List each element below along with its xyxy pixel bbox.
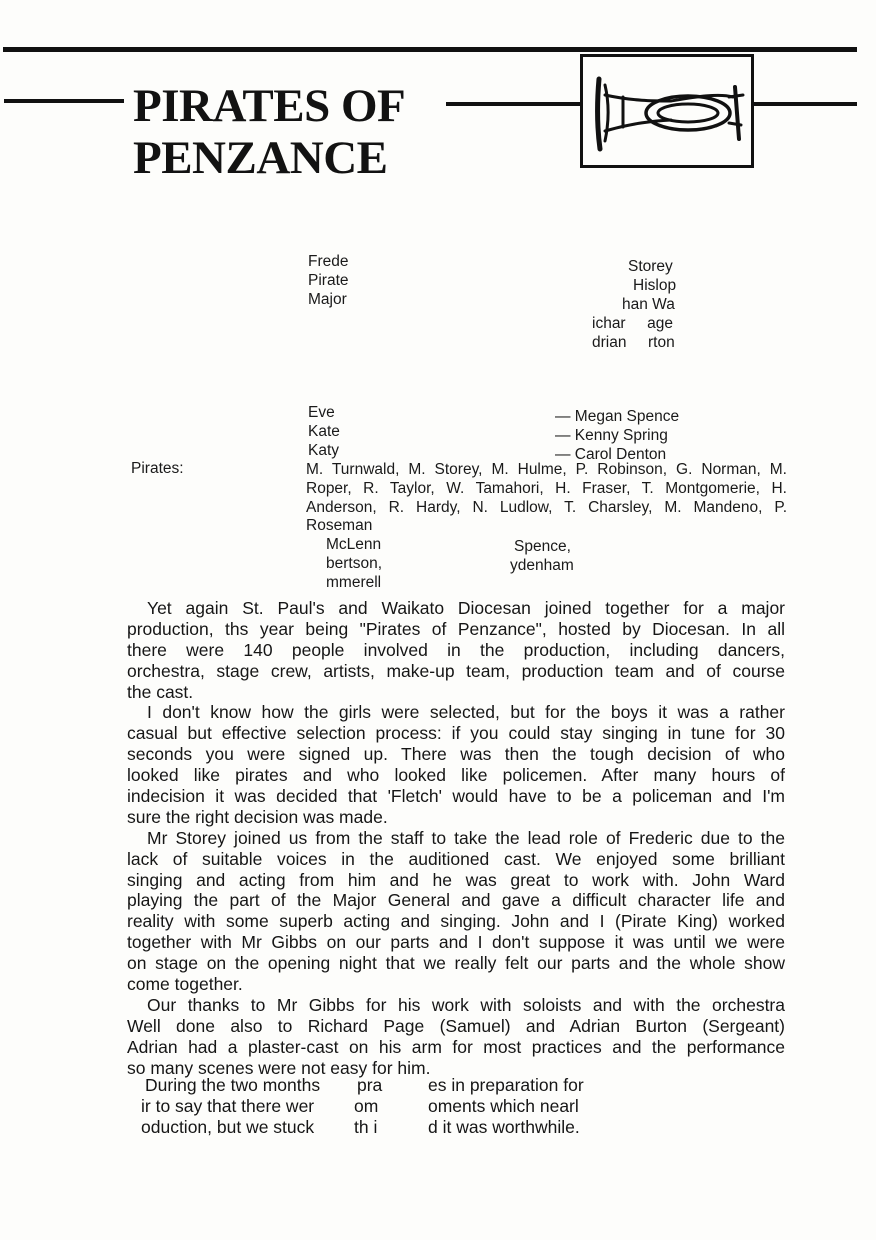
body-line: Adrian had a plaster-cast on his arm for most practices and the performance <box>127 1036 785 1057</box>
pirates-extra: Spence, <box>514 538 571 555</box>
body-line: lack of suitable voices in the auditioned cast. We enjoyed some brilliant <box>127 848 785 869</box>
pirates-extra: mmerell <box>326 574 382 591</box>
body-line: production, ths year being "Pirates of Penzance", hosted by Diocesan. In all <box>127 618 785 639</box>
body-line: together with Mr Gibbs on our parts and I don't suppose it was until we were <box>127 932 785 953</box>
pirates-label: Pirates: <box>131 460 184 477</box>
body-line: orchestra, stage crew, artists, make-up team, production team and of course <box>127 660 785 681</box>
article-body <box>127 598 785 1078</box>
pirates-line: Roper, R. Taylor, W. Tamahori, H. Fraser, T. Montgomerie, H. <box>306 479 787 497</box>
bugle-emblem <box>580 54 754 168</box>
cast-actor: drian rton <box>592 334 675 351</box>
fragment-text: pra <box>357 1075 383 1095</box>
fragment-text: th i <box>354 1117 378 1137</box>
cast-role: Frede <box>308 253 349 270</box>
body-line: Yet again St. Paul's and Waikato Diocesan joined together for a major <box>147 598 785 618</box>
cast-role: Major <box>308 291 347 308</box>
fragment-text: d it was worthwhile. <box>428 1117 580 1137</box>
cast-actor: Hislop <box>633 277 677 294</box>
pirates-extra: McLenn <box>326 536 382 553</box>
body-line: Well done also to Richard Page (Samuel) and Adrian Burton (Sergeant) <box>127 1015 785 1036</box>
body-line: Mr Storey joined us from the staff to take the lead role of Frederic due to the <box>147 827 785 848</box>
body-line: on stage on the opening night that we really felt our parts and the whole show <box>127 953 785 974</box>
box-right-rule <box>754 102 857 106</box>
fragment-text: oments which nearl <box>428 1096 579 1116</box>
top-rule <box>3 47 857 52</box>
cast-role: Pirate <box>308 272 349 289</box>
fragment-text: During the two months <box>145 1075 321 1095</box>
title-line-1: PIRATES OF <box>133 80 406 132</box>
pirates-line: M. Turnwald, M. Storey, M. Hulme, P. Robinson, G. Norman, M. <box>306 461 787 478</box>
cast-actor: — Kenny Spring <box>555 427 668 444</box>
title-line-2: PENZANCE <box>133 132 388 184</box>
fragment-text: oduction, but we stuck <box>141 1117 315 1137</box>
body-line: singing and acting from him and he was great to work with. John Ward <box>127 869 785 890</box>
body-line: so many scenes were not easy for him. <box>127 1057 431 1078</box>
body-line: playing the part of the Major General and gave a difficult character life and <box>127 890 785 911</box>
cast-role: Eve <box>308 404 335 421</box>
body-line: Our thanks to Mr Gibbs for his work with soloists and with the orchestra <box>147 994 785 1015</box>
body-line: I don't know how the girls were selected, but for the boys it was a rather <box>147 702 785 723</box>
fragment-text: es in preparation for <box>428 1075 584 1095</box>
cast-actor: — Megan Spence <box>555 408 680 425</box>
cast-actor: han Wa <box>622 296 675 313</box>
pirates-extra: bertson, <box>326 555 383 572</box>
title-left-rule <box>4 99 124 103</box>
body-line: come together. <box>127 974 243 995</box>
pirates-line: Anderson, R. Hardy, N. Ludlow, T. Charsley, M. Mandeno, P. <box>306 498 787 516</box>
cast-role: Katy <box>308 442 340 459</box>
body-line: there were 140 people involved in the production, including dancers, <box>127 639 785 660</box>
cast-actor: — Carol Denton <box>555 446 667 463</box>
body-line: reality with some superb acting and singing. John and I (Pirate King) worked <box>127 911 785 932</box>
fragment-text: ir to say that there wer <box>141 1096 315 1116</box>
page-title <box>133 80 405 184</box>
body-line: casual but effective selection process: if you could stay singing in tune for 30 <box>127 723 785 744</box>
title-right-rule <box>446 102 580 106</box>
pirates-list <box>306 461 787 536</box>
body-line: the cast. <box>127 681 194 702</box>
bugle-icon <box>583 57 751 165</box>
cast-actor: Storey <box>628 258 673 275</box>
pirates-extra: ydenham <box>510 557 574 574</box>
cast-role: Kate <box>308 423 340 440</box>
cast-actor: ichar age <box>592 315 673 332</box>
body-line: seconds you were signed up. There was then the tough decision of who <box>127 744 785 765</box>
body-line: indecision it was decided that 'Fletch' would have to be a policeman and I'm <box>127 786 785 807</box>
fragment-text: om <box>354 1096 379 1116</box>
body-line: sure the right decision was made. <box>127 806 388 827</box>
pirates-line: Roseman <box>306 517 373 535</box>
body-line: looked like pirates and who looked like policemen. After many hours of <box>127 765 785 786</box>
